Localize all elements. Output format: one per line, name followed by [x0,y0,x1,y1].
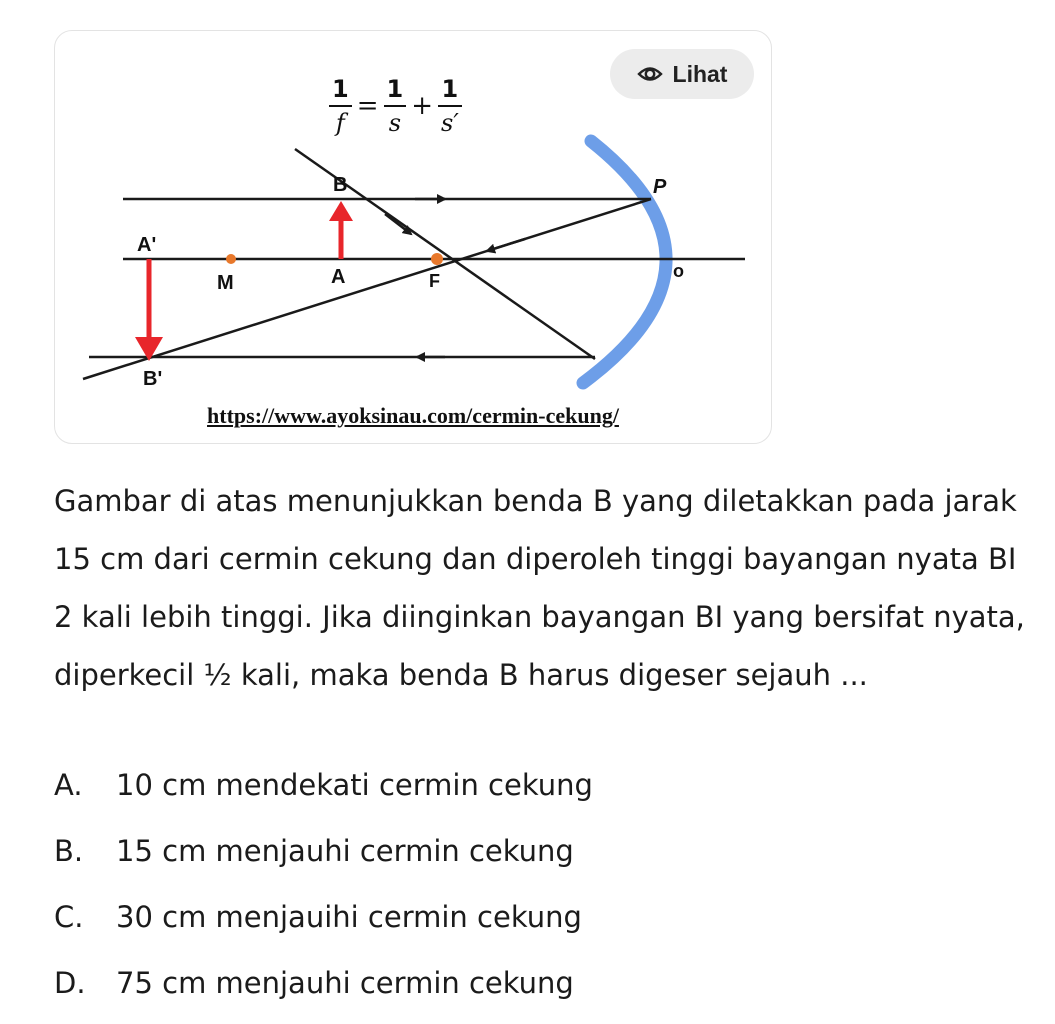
option-text: 10 cm mendekati cermin cekung [116,768,593,802]
eye-icon [637,61,663,87]
option-letter: A. [54,768,83,802]
label-m: M [217,272,234,294]
formula-term1-numerator: 1 [386,75,404,103]
formula-term2 [438,75,462,137]
formula-equals: = [356,91,379,121]
label-a-prime: A' [137,234,157,256]
formula-lhs-denominator: f [335,109,345,137]
diagram-background [69,135,759,391]
formula-term1 [384,75,407,137]
formula-lhs-numerator: 1 [332,75,349,103]
fraction-bar [329,105,352,107]
formula-term2-denominator: s′ [441,109,459,137]
option-letter: C. [54,900,84,934]
source-url[interactable]: https://www.ayoksinau.com/cermin-cekung/ [207,403,619,428]
option-letter: D. [54,966,86,1000]
label-b-prime: B' [143,368,163,390]
option-text: 75 cm menjauhi cermin cekung [116,966,574,1000]
label-a: A [331,266,346,288]
formula-lhs [329,75,352,137]
fraction-bar [384,105,407,107]
label-f: F [429,271,440,291]
view-button-label: Lihat [672,60,728,87]
question-image-card [54,30,772,444]
option-text: 30 cm menjauihi cermin cekung [116,900,582,934]
option-text: 15 cm menjauhi cermin cekung [116,834,574,868]
formula-plus: + [411,91,433,121]
answer-options [54,752,1034,1016]
option-a[interactable] [54,752,1034,818]
option-b[interactable] [54,818,1034,884]
option-letter: B. [54,834,84,868]
fraction-bar [438,105,462,107]
question-text: Gambar di atas menunjukkan benda B yang diletakkan pada jarak 15 cm dari cermin cekung dan diperoleh tinggi bayangan nyata BI 2 kali lebih tinggi. Jika diinginkan bayangan BI yang bersifat nyata, diperkecil ½ kali, maka benda B harus digeser sejauh ... [54,484,1025,692]
label-p: P [653,176,667,198]
label-o: o [673,261,684,281]
point-m [226,254,236,264]
point-f [431,253,443,265]
formula-term1-denominator: s [388,109,402,137]
option-d[interactable] [54,950,1034,1016]
label-b: B [333,174,348,196]
option-c[interactable] [54,884,1034,950]
formula-term2-numerator: 1 [441,75,459,103]
view-button[interactable] [610,49,754,99]
mirror-formula [325,51,466,161]
